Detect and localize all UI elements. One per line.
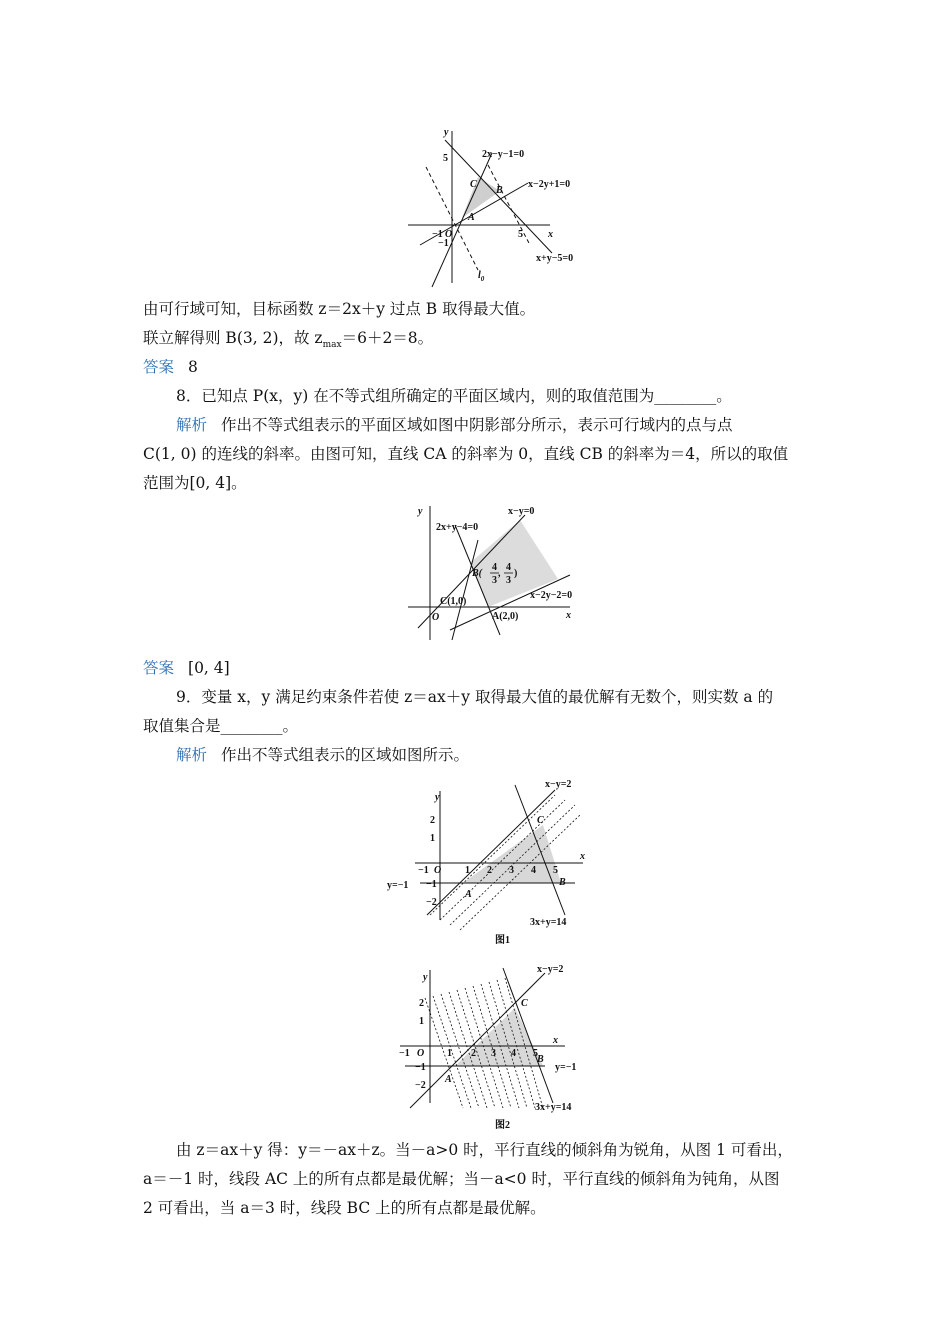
- point-A: A: [465, 889, 472, 900]
- label-line1: 2x−y−1=0: [482, 149, 525, 160]
- B-y-num: 4: [506, 562, 511, 573]
- point-A: A: [445, 1074, 452, 1085]
- label-y-neg1: y=−1: [555, 1062, 577, 1073]
- sol9b-line3: 2 可看出，当 a＝3 时，线段 BC 上的所有点都是最优解。: [143, 1199, 546, 1217]
- tick-y-neg1: −1: [415, 1062, 426, 1073]
- point-C: C(1,0): [440, 596, 467, 607]
- B-close: ): [514, 568, 518, 579]
- point-B: B: [496, 185, 503, 196]
- figure-feasible-region-1: [400, 125, 590, 290]
- sol9b-line2: a＝－1 时，线段 AC 上的所有点都是最优解；当－a<0 时，平行直线的倾斜角为钝角，从图: [143, 1170, 780, 1188]
- label-line3: x+y−5=0: [536, 253, 574, 264]
- point-A: A: [468, 212, 475, 223]
- line-l-shifted-dashed: [488, 165, 530, 245]
- y-label: y: [444, 127, 449, 138]
- line-CB: [452, 540, 478, 640]
- x-label: x: [553, 1035, 558, 1046]
- tick-neg1-y: −1: [438, 238, 449, 249]
- label-y-neg1: y=−1: [387, 880, 409, 891]
- tick-y-2: 2: [430, 815, 435, 826]
- tick-y-1: 1: [430, 833, 435, 844]
- label-x-y-2: x−y=2: [537, 964, 564, 975]
- point-B: B: [537, 1054, 544, 1065]
- tick-y-neg1: −1: [426, 879, 437, 890]
- x-label: x: [580, 851, 585, 862]
- tick-x-1: 1: [465, 865, 470, 876]
- B-x-num: 4: [492, 562, 497, 573]
- label-x-y-2: x−y=2: [545, 779, 572, 790]
- figure-region-fig2: [385, 958, 595, 1133]
- sol7-line1: 由可行域可知，目标函数 z＝2x＋y 过点 B 取得最大值。: [143, 300, 536, 318]
- x-label: x: [566, 610, 571, 621]
- tick-x-3: 3: [491, 1048, 496, 1059]
- x-label: x: [548, 229, 553, 240]
- y-label: y: [418, 506, 423, 517]
- B-comma: ,: [498, 568, 501, 579]
- figure-caption: 图2: [495, 1120, 510, 1131]
- tick-x-neg1: −1: [418, 865, 429, 876]
- point-A: A(2,0): [492, 611, 519, 622]
- answer-7: 答案 8: [143, 358, 198, 376]
- question-9-line2: 取值集合是________。: [143, 717, 299, 735]
- tick-x-5: 5: [553, 865, 558, 876]
- point-C: C: [521, 998, 528, 1009]
- figure-feasible-region-2: [400, 500, 590, 645]
- sol8-line3: 范围为[0, 4]。: [143, 474, 247, 492]
- B-x-den: 3: [492, 575, 497, 586]
- label-3x+y-14: 3x+y=14: [535, 1102, 572, 1113]
- tick-y-2: 2: [419, 998, 424, 1009]
- point-B: B(: [472, 568, 483, 579]
- label-x-y: x−y=0: [508, 506, 535, 517]
- tick-y-neg2: −2: [426, 897, 437, 908]
- y-label: y: [423, 972, 428, 983]
- tick-x-4: 4: [531, 865, 536, 876]
- origin-label: O: [434, 865, 442, 876]
- tick-y-neg2: −2: [415, 1080, 426, 1091]
- origin-label: O: [445, 229, 453, 240]
- sol9-line1: 解析 作出不等式组表示的区域如图所示。: [176, 746, 470, 764]
- figure-region-fig1: [385, 775, 595, 950]
- question-9-line1: 9．变量 x，y 满足约束条件若使 z＝ax＋y 取得最大值的最优解有无数个，则实数 a 的: [176, 688, 774, 706]
- origin-label: O: [417, 1048, 425, 1059]
- figure-caption: 图1: [495, 935, 510, 946]
- tick-x-5: 5: [533, 1048, 538, 1059]
- tick-x-1: 1: [447, 1048, 452, 1059]
- tick-x-neg1: −1: [399, 1048, 410, 1059]
- tick-x-4: 4: [511, 1048, 516, 1059]
- point-C: C: [470, 179, 477, 190]
- tick-5-x: 5: [518, 229, 523, 240]
- B-y-den: 3: [506, 575, 511, 586]
- label-x-2y-2: x−2y−2=0: [530, 590, 573, 601]
- shaded-region: [455, 1008, 543, 1066]
- label-l0: $l_0$: [478, 270, 485, 283]
- tick-x-2: 2: [487, 865, 492, 876]
- tick-x-3: 3: [509, 865, 514, 876]
- tick-y-1: 1: [419, 1016, 424, 1027]
- label-line2: x−2y+1=0: [528, 179, 571, 190]
- point-C: C: [537, 815, 544, 826]
- sol7-line2: 联立解得则 B(3, 2)，故 $z_{max}=6+2=8$。: [143, 329, 434, 351]
- label-3x+y-14: 3x+y=14: [530, 917, 567, 928]
- question-8: 8．已知点 P(x，y) 在不等式组所确定的平面区域内，则的取值范围为________。: [176, 387, 732, 405]
- point-B: B: [559, 877, 566, 888]
- origin-label: O: [432, 612, 440, 623]
- tick-5-y: 5: [443, 153, 448, 164]
- answer-8: 答案 [0, 4]: [143, 659, 230, 677]
- line-2x-y-1: [432, 153, 492, 287]
- label-2x+y-4: 2x+y−4=0: [436, 522, 479, 533]
- y-label: y: [435, 792, 440, 803]
- sol8-line1: 解析 作出不等式组表示的平面区域如图中阴影部分所示，表示可行域内的点与点: [176, 416, 733, 434]
- sol8-line2: C(1, 0) 的连线的斜率。由图可知，直线 CA 的斜率为 0，直线 CB 的斜率为＝4，所以的取值: [143, 445, 789, 463]
- sol9b-line1: 由 z＝ax＋y 得：y＝－ax＋z。当－a>0 时，平行直线的倾斜角为锐角，从图 1 可看出，: [176, 1141, 793, 1159]
- tick-x-2: 2: [471, 1048, 476, 1059]
- tick-neg1-x: −1: [432, 229, 443, 240]
